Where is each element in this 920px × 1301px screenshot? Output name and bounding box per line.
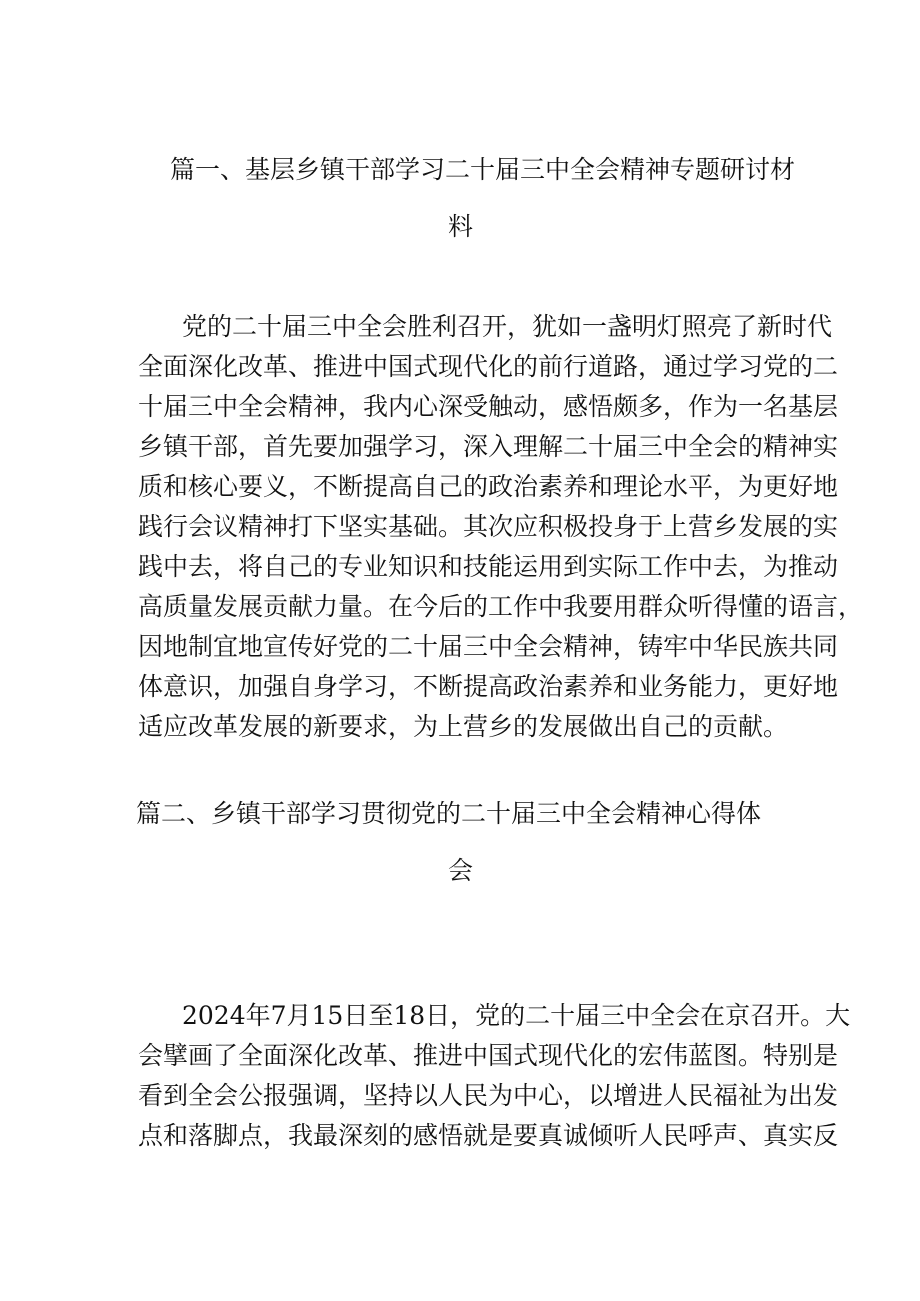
section1-paragraph-line: 适应改革发展的新要求，为上营乡的发展做出自己的贡献。 bbox=[138, 712, 789, 741]
section1-paragraph-line: 全面深化改革、推进中国式现代化的前行道路，通过学习党的二 bbox=[138, 352, 839, 381]
section2-paragraph-line: 会擘画了全面深化改革、推进中国式现代化的宏伟蓝图。特别是 bbox=[138, 1041, 839, 1070]
section1-paragraph-line: 体意识，加强自身学习，不断提高政治素养和业务能力，更好地 bbox=[138, 672, 839, 701]
section1-paragraph-line: 因地制宜地宣传好党的二十届三中全会精神，铸牢中华民族共同 bbox=[138, 632, 839, 661]
section2-paragraph-line: 2024年7月15日至18日，党的二十届三中全会在京召开。大 bbox=[182, 1001, 851, 1030]
section1-paragraph-line: 党的二十届三中全会胜利召开，犹如一盏明灯照亮了新时代 bbox=[182, 312, 833, 341]
section1-paragraph-line: 践行会议精神打下坚实基础。其次应积极投身于上营乡发展的实 bbox=[138, 512, 839, 541]
section1-title-line1: 篇一、基层乡镇干部学习二十届三中全会精神专题研讨材 bbox=[170, 155, 796, 184]
section2-paragraph-line: 看到全会公报强调，坚持以人民为中心，以增进人民福祉为出发 bbox=[138, 1081, 839, 1110]
section2-paragraph-line: 点和落脚点，我最深刻的感悟就是要真诚倾听人民呼声、真实反 bbox=[138, 1121, 839, 1150]
section2-title-line1: 篇二、乡镇干部学习贯彻党的二十届三中全会精神心得体 bbox=[136, 799, 762, 828]
section1-paragraph-line: 质和核心要义，不断提高自己的政治素养和理论水平，为更好地 bbox=[138, 472, 839, 501]
section1-paragraph-line: 十届三中全会精神，我内心深受触动，感悟颇多，作为一名基层 bbox=[138, 392, 839, 421]
section1-title-line2: 料 bbox=[448, 212, 474, 241]
section1-paragraph-line: 高质量发展贡献力量。在今后的工作中我要用群众听得懂的语言， bbox=[138, 592, 864, 621]
section1-paragraph-line: 践中去，将自己的专业知识和技能运用到实际工作中去，为推动 bbox=[138, 552, 839, 581]
section1-paragraph-line: 乡镇干部，首先要加强学习，深入理解二十届三中全会的精神实 bbox=[138, 432, 839, 461]
section2-title-line2: 会 bbox=[448, 856, 474, 885]
